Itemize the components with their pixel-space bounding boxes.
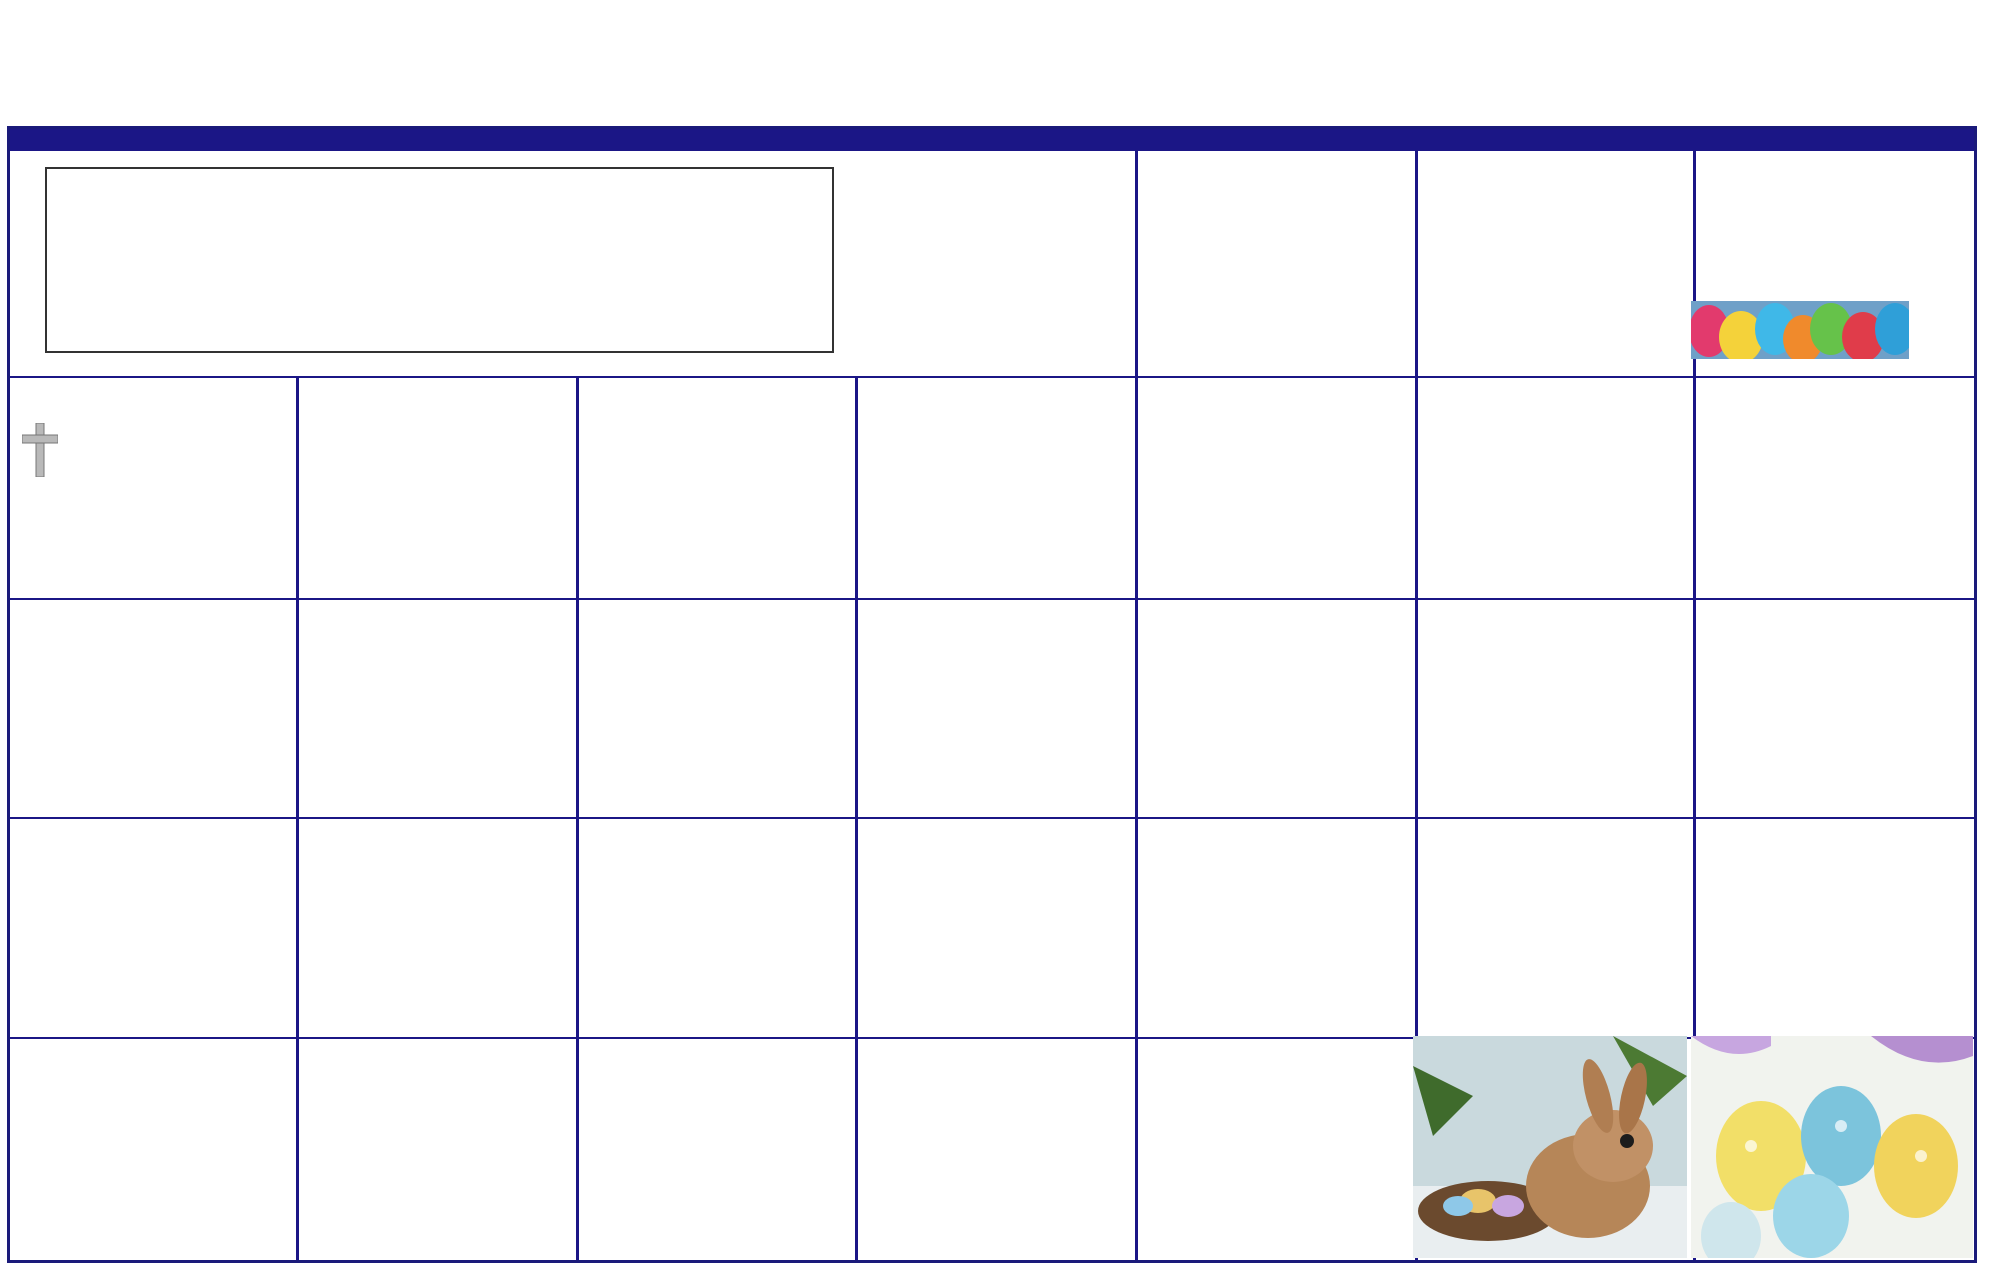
- day-cell[interactable]: [1694, 377, 1974, 599]
- day-cell[interactable]: [856, 1038, 1136, 1260]
- day-cell[interactable]: [856, 599, 1136, 818]
- day-cell[interactable]: [1694, 599, 1974, 818]
- weekday-sunday: [10, 129, 297, 151]
- day-cell[interactable]: [1416, 151, 1694, 377]
- day-cell[interactable]: [1416, 818, 1694, 1038]
- day-cell[interactable]: [297, 599, 577, 818]
- day-cell[interactable]: [577, 1038, 856, 1260]
- easter-eggs-photo: [1691, 1036, 1973, 1258]
- easter-eggs-image: [1691, 301, 1909, 359]
- weekday-header: [10, 129, 1974, 151]
- weekday-thursday: [1136, 129, 1416, 151]
- weekday-wednesday: [856, 129, 1136, 151]
- day-cell[interactable]: [1694, 818, 1974, 1038]
- weekday-friday: [1416, 129, 1694, 151]
- day-cell[interactable]: [856, 818, 1136, 1038]
- cross-icon: [22, 423, 58, 477]
- day-cell[interactable]: [1416, 599, 1694, 818]
- day-cell[interactable]: [1136, 599, 1416, 818]
- day-cell[interactable]: [856, 151, 1136, 377]
- day-cell[interactable]: [297, 377, 577, 599]
- day-cell[interactable]: [297, 818, 577, 1038]
- day-cell[interactable]: [1136, 818, 1416, 1038]
- day-cell[interactable]: [577, 599, 856, 818]
- day-cell[interactable]: [10, 1038, 297, 1260]
- day-cell[interactable]: [577, 377, 856, 599]
- easter-note: [51, 169, 379, 181]
- day-cell[interactable]: [1136, 1038, 1416, 1260]
- day-cell[interactable]: [10, 599, 297, 818]
- weekday-monday: [297, 129, 577, 151]
- weekday-saturday: [1694, 129, 1974, 151]
- day-cell[interactable]: [10, 818, 297, 1038]
- day-cell[interactable]: [1136, 377, 1416, 599]
- day-cell[interactable]: [1416, 377, 1694, 599]
- day-cell[interactable]: [856, 377, 1136, 599]
- day-cell[interactable]: [577, 818, 856, 1038]
- weekday-tuesday: [577, 129, 856, 151]
- day-cell[interactable]: [1136, 151, 1416, 377]
- note-box: [45, 167, 834, 353]
- day-cell[interactable]: [297, 1038, 577, 1260]
- day-cell[interactable]: [10, 377, 297, 599]
- bunny-photo: [1413, 1036, 1687, 1258]
